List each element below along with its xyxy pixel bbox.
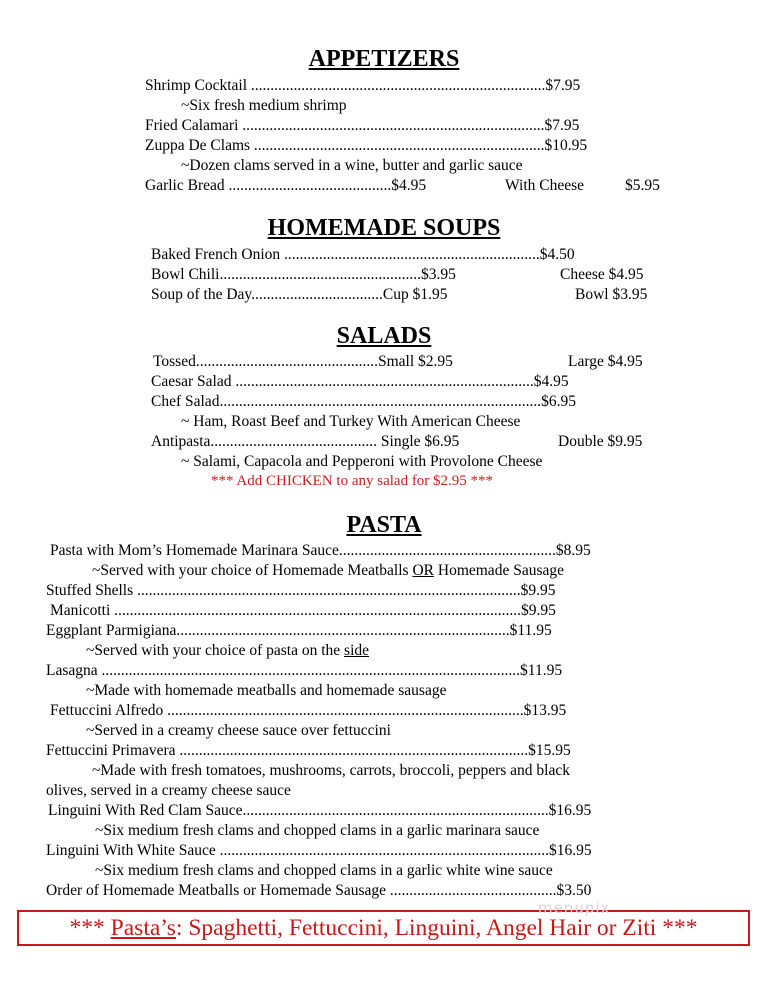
- chicken-note: *** Add CHICKEN to any salad for $2.95 ***: [211, 473, 494, 489]
- menu-item-garlic-bread: Garlic Bread ..........................................$4.95: [145, 177, 427, 194]
- or-underlined: OR: [412, 562, 434, 579]
- pasta-types-banner: [17, 910, 750, 946]
- antipasta-double-price: Double $9.95: [558, 433, 643, 450]
- menu-item-fettuccini-alfredo: Fettuccini Alfredo ............................................................................................$13.95: [50, 702, 567, 719]
- menu-item-lasagna: Lasagna ............................................................................................................$11.95: [46, 662, 563, 679]
- item-description: ~Six medium fresh clams and chopped clams in a garlic marinara sauce: [95, 822, 540, 839]
- menu-item-marinara: Pasta with Mom’s Homemade Marinara Sauce........................................................$8.95: [50, 542, 591, 559]
- item-description: [86, 641, 369, 661]
- menu-item-white-clam-sauce: Linguini With White Sauce .....................................................................................$16.95: [46, 842, 592, 859]
- garlic-bread-cheese-label: With Cheese: [505, 177, 585, 194]
- menu-item-fried-calamari: Fried Calamari ..............................................................................$7.95: [145, 117, 580, 134]
- menu-item-zuppa-de-clams: Zuppa De Clams ...........................................................................$10.95: [145, 137, 588, 154]
- banner-stars: ***: [69, 914, 111, 941]
- item-description: ~Made with homemade meatballs and homemade sausage: [86, 682, 447, 699]
- garlic-bread-cheese-price: $5.95: [625, 177, 660, 194]
- banner-pasta-list: : Spaghetti, Fettuccini, Linguini, Angel Hair or Ziti ***: [175, 914, 698, 941]
- side-underlined: side: [344, 642, 370, 659]
- menu-item-red-clam-sauce: Linguini With Red Clam Sauce...............................................................................$16.95: [48, 802, 592, 819]
- desc-text: ~Served with your choice of Homemade Meatballs: [92, 562, 413, 579]
- item-description: ~Served in a creamy cheese sauce over fettuccini: [86, 722, 391, 739]
- menu-item-manicotti: Manicotti .........................................................................................................$9.95: [50, 602, 556, 619]
- salads-heading: SALADS: [336, 323, 432, 349]
- item-description: ~ Salami, Capacola and Pepperoni with Provolone Cheese: [181, 453, 543, 470]
- item-description: ~Dozen clams served in a wine, butter and garlic sauce: [181, 157, 523, 174]
- menu-item-soup-of-day: Soup of the Day..................................Cup $1.95: [151, 286, 448, 303]
- pasta-heading: PASTA: [346, 512, 422, 538]
- tossed-large-price: Large $4.95: [568, 353, 643, 370]
- menu-item-stuffed-shells: Stuffed Shells ...................................................................................................$9.95: [46, 582, 556, 599]
- watermark-logo: menupix: [538, 899, 611, 917]
- menu-item-french-onion: Baked French Onion ..................................................................$4.50: [151, 246, 575, 263]
- desc-text: Homemade Sausage: [434, 562, 564, 579]
- item-description: [92, 561, 564, 581]
- item-description: ~Six fresh medium shrimp: [181, 97, 347, 114]
- item-description: ~ Ham, Roast Beef and Turkey With American Cheese: [181, 413, 521, 430]
- desc-text: ~Served with your choice of pasta on the: [86, 642, 345, 659]
- menu-item-tossed: Tossed...............................................Small $2.95: [153, 353, 453, 370]
- menu-item-eggplant: Eggplant Parmigiana......................................................................................$11.95: [46, 622, 552, 639]
- menu-item-fettuccini-primavera: Fettuccini Primavera ..........................................................................................$15.95: [46, 742, 571, 759]
- menu-item-chef-salad: Chef Salad...................................................................................$6.95: [151, 393, 576, 410]
- item-description: ~Six medium fresh clams and chopped clams in a garlic white wine sauce: [95, 862, 553, 879]
- chili-cheese-price: Cheese $4.95: [560, 266, 644, 283]
- item-description: olives, served in a creamy cheese sauce: [46, 782, 291, 799]
- menu-item-antipasta: Antipasta........................................... Single $6.95: [151, 433, 460, 450]
- menu-item-meatballs-sausage: Order of Homemade Meatballs or Homemade Sausage ...........................................$3.50: [46, 882, 592, 899]
- menu-item-caesar: Caesar Salad .............................................................................$4.95: [151, 373, 569, 390]
- appetizers-heading: APPETIZERS: [308, 46, 460, 72]
- menu-item-bowl-chili: Bowl Chili....................................................$3.95: [151, 266, 456, 283]
- item-description: ~Made with fresh tomatoes, mushrooms, carrots, broccoli, peppers and black: [92, 762, 570, 779]
- soup-bowl-price: Bowl $3.95: [575, 286, 648, 303]
- menu-item-shrimp-cocktail: Shrimp Cocktail ............................................................................$7.95: [145, 77, 581, 94]
- banner-pastas: Pasta’s: [110, 914, 176, 941]
- soups-heading: HOMEMADE SOUPS: [267, 215, 501, 241]
